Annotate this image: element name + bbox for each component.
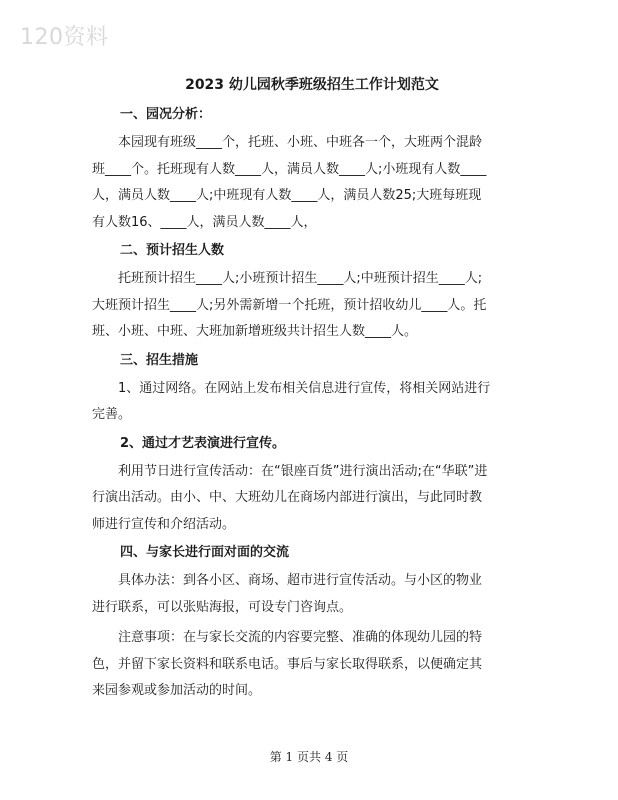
document-body	[92, 74, 532, 709]
text-line: 具体办法：到各小区、商场、超市进行宣传活动。与小区的物业	[92, 573, 483, 588]
paragraph	[92, 266, 532, 346]
text-line: 人，满员人数____人;中班现有人数____人，满员人数25;大班每班现	[92, 188, 482, 203]
text-line: 师进行宣传和介绍活动。	[92, 516, 236, 532]
text-line: 进行联系，可以张贴海报，可设专门咨询点。	[92, 599, 353, 615]
text-line: 班____个。托班现有人数____人，满员人数____人;小班现有人数____	[92, 161, 487, 177]
paragraph	[92, 130, 532, 236]
text-line: 色，并留下家长资料和联系电话。事后与家长取得联系，以便确定其	[92, 656, 483, 672]
text-line: 完善。	[92, 407, 132, 422]
text-line: 班、小班、中班、大班加新增班级共计招生人数____人。	[92, 324, 418, 339]
paragraph	[92, 376, 532, 429]
section-heading: 2、通过才艺表演进行宣传。	[120, 435, 286, 451]
section-heading: 一、园况分析：	[120, 107, 212, 122]
section-heading: 二、预计招生人数	[120, 243, 225, 258]
text-line: 大班预计招生____人;另外需新增一个托班，预计招收幼儿____人。托	[92, 297, 487, 313]
watermark: 120资料	[20, 25, 109, 50]
text-line: 1、通过网络。在网站上发布相关信息进行宣传，将相关网站进行	[92, 380, 491, 396]
paragraph	[92, 568, 532, 621]
text-line: 注意事项：在与家长交流的内容要完整、准确的体现幼儿园的特	[92, 630, 483, 645]
text-line: 利用节日进行宣传活动：在“银座百货”进行演出活动;在“华联”进	[92, 463, 488, 479]
page-footer: 第 1 页共 4 页	[269, 750, 349, 764]
text-line: 行演出活动。由小、中、大班幼儿在商场内部进行演出，与此同时教	[92, 490, 483, 505]
paragraph	[92, 459, 532, 539]
paragraph	[92, 625, 532, 705]
section-heading: 四、与家长进行面对面的交流	[120, 545, 290, 560]
text-line: 有人数16、____人，满员人数____人，	[92, 214, 317, 230]
text-line: 本园现有班级____个，托班、小班、中班各一个，大班两个混龄	[92, 135, 483, 150]
section-heading: 三、招生措施	[120, 352, 199, 368]
text-line: 托班预计招生____人;小班预计招生____人;中班预计招生____人;	[92, 271, 483, 286]
document-title: 2023 幼儿园秋季班级招生工作计划范文	[185, 77, 439, 93]
text-line: 来园参观或参加活动的时间。	[92, 683, 262, 698]
